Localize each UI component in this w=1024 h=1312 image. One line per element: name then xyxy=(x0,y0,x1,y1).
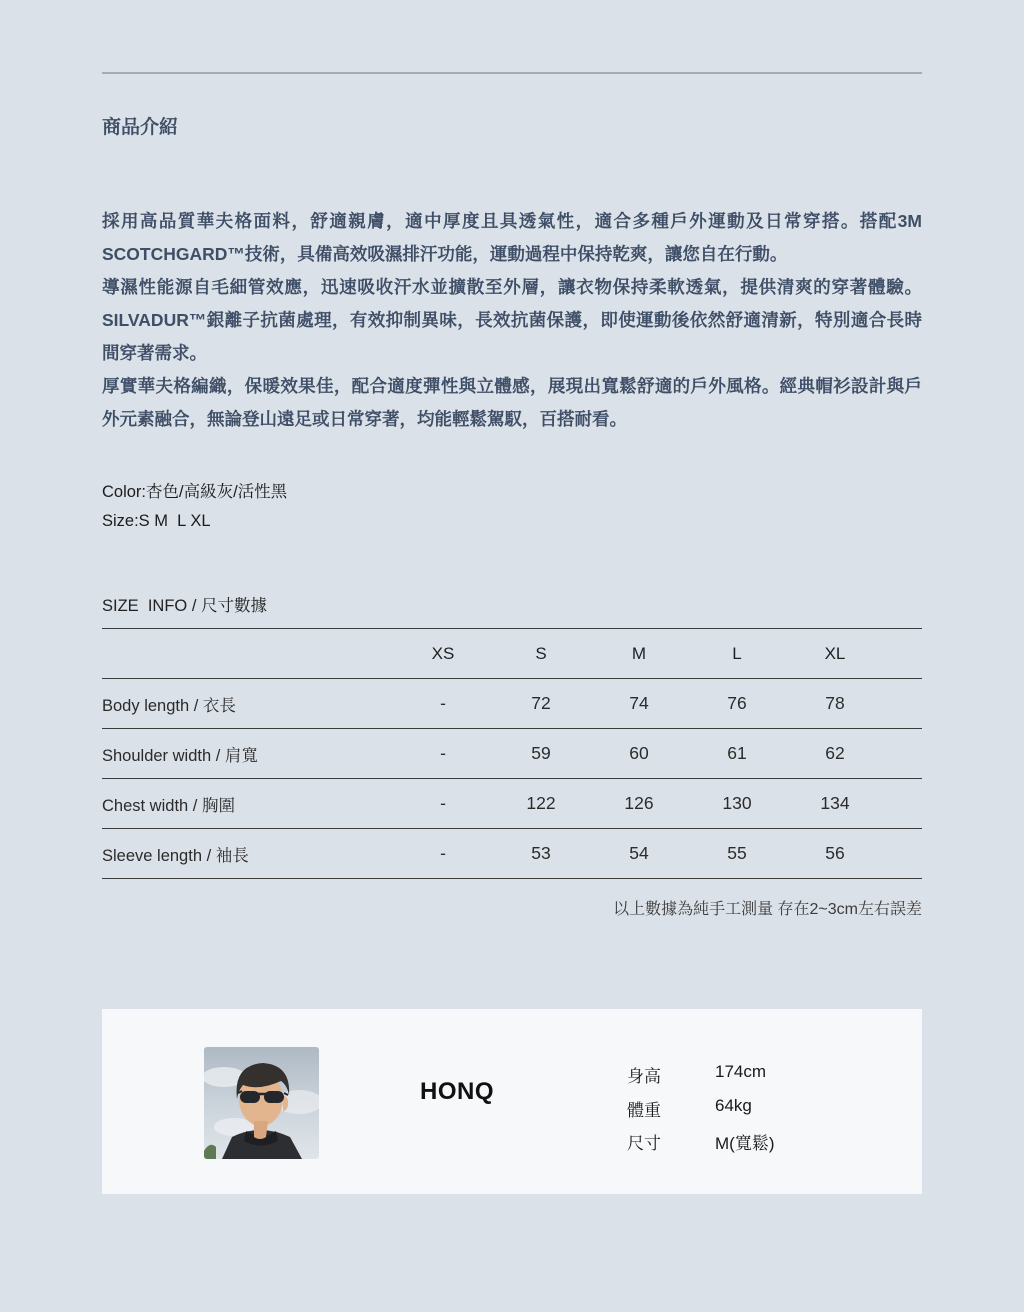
row-label: Chest width / 胸圍 xyxy=(102,796,235,815)
cell-value: 62 xyxy=(825,743,845,763)
cell-value: 72 xyxy=(531,693,551,713)
row-label: Sleeve length / 袖長 xyxy=(102,846,249,865)
cell-value: - xyxy=(440,843,446,863)
table-row-sleeve-length xyxy=(102,829,922,879)
table-row-shoulder-width xyxy=(102,729,922,779)
cell-value: 126 xyxy=(624,793,654,813)
top-divider xyxy=(102,72,922,74)
table-row-chest-width xyxy=(102,779,922,829)
cell-value: 130 xyxy=(722,793,752,813)
cell-value: 60 xyxy=(629,743,649,763)
stat-value: 64kg xyxy=(715,1095,752,1115)
size-column-header-m: M xyxy=(631,643,647,663)
measurement-note: 以上數據為純手工測量 存在2~3cm左右誤差 xyxy=(613,901,922,918)
size-column-header-s: S xyxy=(535,643,547,663)
cell-value: 74 xyxy=(629,693,649,713)
product-options xyxy=(102,478,922,536)
table-row-body-length xyxy=(102,679,922,729)
stat-row-size xyxy=(627,1129,774,1154)
stat-label: 體重 xyxy=(627,1100,661,1120)
model-info-card xyxy=(102,1009,922,1194)
stat-value: 174cm xyxy=(715,1062,767,1081)
size-column-header-xl: XL xyxy=(824,643,846,663)
cell-value: 54 xyxy=(629,843,649,863)
row-label: Body length / 衣長 xyxy=(102,696,236,715)
cell-value: 56 xyxy=(825,843,845,863)
cell-value: - xyxy=(440,793,446,813)
product-intro xyxy=(102,205,922,436)
size-info-title: SIZE INFO / 尺寸數據 xyxy=(102,597,268,615)
cell-value: 78 xyxy=(825,693,845,713)
stat-label: 尺寸 xyxy=(627,1134,661,1153)
cell-value: 61 xyxy=(727,743,747,763)
cell-value: - xyxy=(440,693,446,713)
model-stats xyxy=(627,1062,774,1163)
stat-label: 身高 xyxy=(627,1067,661,1086)
size-options: Size:S M L XL xyxy=(102,512,211,530)
content-column xyxy=(102,72,922,1194)
cell-value: 59 xyxy=(531,743,551,763)
stat-row-weight xyxy=(627,1096,774,1121)
size-column-header-xs: XS xyxy=(431,643,455,663)
stat-value: M(寬鬆) xyxy=(715,1134,775,1153)
row-label: Shoulder width / 肩寬 xyxy=(102,746,258,765)
size-column-header-l: L xyxy=(732,643,742,663)
size-table-header-row xyxy=(102,629,922,679)
size-info-section xyxy=(102,592,922,919)
cell-value: 134 xyxy=(820,793,850,813)
model-portrait-illustration xyxy=(204,1047,319,1159)
cell-value: 55 xyxy=(727,843,747,863)
intro-paragraph-1: 採用高品質華夫格面料，舒適親膚，適中厚度且具透氣性，適合多種戶外運動及日常穿搭。搭配3M SCOTCHGARD™技術，具備高效吸濕排汗功能，運動過程中保持乾爽，讓您自在行動。 xyxy=(102,211,922,264)
color-options: Color:杏色/高級灰/活性黑 xyxy=(102,483,288,501)
size-table xyxy=(102,628,922,879)
cell-value: 53 xyxy=(531,843,551,863)
stat-row-height xyxy=(627,1062,774,1087)
cell-value: 76 xyxy=(727,693,747,713)
model-name: HONQ xyxy=(420,1078,494,1105)
model-portrait-photo xyxy=(204,1047,319,1159)
cell-value: - xyxy=(440,743,446,763)
cell-value: 122 xyxy=(526,793,556,813)
intro-paragraph-2: 導濕性能源自毛細管效應，迅速吸收汗水並擴散至外層，讓衣物保持柔軟透氣，提供清爽的穿著體驗。SILVADUR™銀離子抗菌處理，有效抑制異味，長效抗菌保護，即使運動後依然舒適清新，特別適合長時間穿著需求。 xyxy=(102,277,922,363)
intro-paragraph-3: 厚實華夫格編織，保暖效果佳，配合適度彈性與立體感，展現出寬鬆舒適的戶外風格。經典帽衫設計與戶外元素融合，無論登山遠足或日常穿著，均能輕鬆駕馭，百搭耐看。 xyxy=(102,376,922,429)
page-title: 商品介紹 xyxy=(102,117,179,138)
